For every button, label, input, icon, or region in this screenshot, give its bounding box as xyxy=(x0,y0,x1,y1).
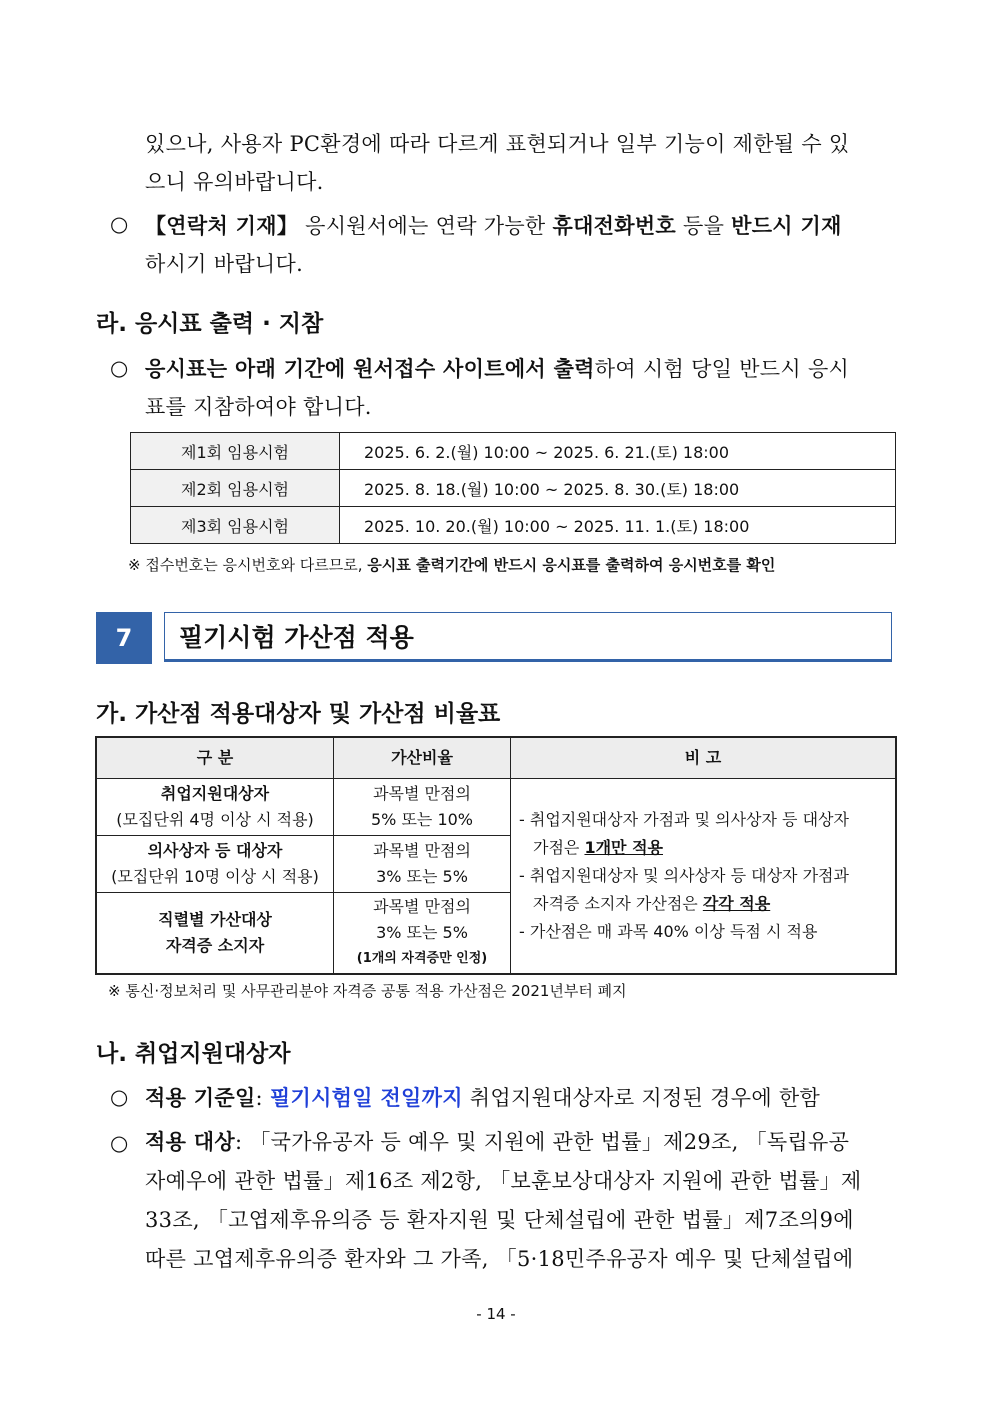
table-header-row xyxy=(96,737,896,779)
bullet-circle: ○ xyxy=(110,1131,129,1155)
rate-line: 과목별 만점의 xyxy=(373,897,471,916)
ga-footnote: ※ 통신·정보처리 및 사무관리분야 자격증 공통 적용 가산점은 2021년부터 폐지 xyxy=(108,982,627,1000)
category-cell xyxy=(96,836,334,893)
remark-2b-text: 자격증 소지자 가산점은 xyxy=(533,894,703,913)
ra-paragraph xyxy=(145,350,905,426)
category-sub: (모집단위 4명 이상 시 적용) xyxy=(116,810,314,829)
intro-line-2: 으니 유의바랍니다. xyxy=(145,170,324,194)
remark-2b xyxy=(519,890,894,918)
rate-line: 3% 또는 5% xyxy=(376,923,468,942)
rate-note: (1개의 자격증만 인정) xyxy=(356,951,488,966)
target-line-1 xyxy=(145,1123,905,1162)
category-sub: (모집단위 10명 이상 시 적용) xyxy=(111,867,319,886)
criteria-text: 취업지원대상자로 지정된 경우에 한함 xyxy=(462,1086,821,1110)
section-ra-title: 라. 응시표 출력 · 지참 xyxy=(96,311,324,337)
rate-cell xyxy=(334,836,511,893)
remark-3: - 가산점은 매 과목 40% 이상 득점 시 적용 xyxy=(519,922,818,941)
remark-2a: - 취업지원대상자 및 의사상자 등 대상자 가점과 xyxy=(519,866,849,885)
ra-text: 하여 시험 당일 반드시 응시 xyxy=(594,357,850,381)
category-sub: 자격증 소지자 xyxy=(165,936,265,955)
remark-2b-underlined: 각각 적용 xyxy=(702,894,771,913)
intro-line-1: 있으나, 사용자 PC환경에 따라 다르게 표현되거나 일부 기능이 제한될 수 있 xyxy=(145,132,850,156)
exam-label: 제2회 임용시험 xyxy=(131,470,340,507)
section-na-title: 나. 취업지원대상자 xyxy=(96,1041,291,1067)
category-cell xyxy=(96,779,334,836)
rate-line: 5% 또는 10% xyxy=(370,810,474,829)
rate-cell xyxy=(334,893,511,975)
rate-cell xyxy=(334,779,511,836)
criteria-label: 적용 기준일 xyxy=(145,1086,256,1110)
criteria-date: 필기시험일 전일까지 xyxy=(269,1086,463,1110)
section-title: 필기시험 가산점 적용 xyxy=(179,623,414,652)
contact-bracket: 【연락처 기재】 xyxy=(145,214,299,238)
remark-1b-underlined: 1개만 적용 xyxy=(584,838,663,857)
na-criteria xyxy=(145,1079,905,1117)
rate-line: 3% 또는 5% xyxy=(376,867,468,886)
section-title-box xyxy=(164,612,892,662)
remark-1a: - 취업지원대상자 가점과 및 의사상자 등 대상자 xyxy=(519,810,849,829)
header-remarks: 비 고 xyxy=(511,737,897,779)
contact-required: 반드시 기재 xyxy=(731,214,842,238)
exam-period: 2025. 8. 18.(월) 10:00 ~ 2025. 8. 30.(토) 18:00 xyxy=(340,470,896,507)
page-number: - 14 - xyxy=(476,1305,516,1323)
header-rate: 가산비율 xyxy=(334,737,511,779)
ra-note-plain: ※ 접수번호는 응시번호와 다르므로, xyxy=(128,556,368,574)
na-target xyxy=(145,1123,905,1279)
target-text-1: : 「국가유공자 등 예우 및 지원에 관한 법률」제29조, 「독립유공 xyxy=(234,1130,850,1154)
remark-1b-text: 가점은 xyxy=(533,838,585,857)
category-name: 취업지원대상자 xyxy=(160,784,270,803)
exam-period: 2025. 10. 20.(월) 10:00 ~ 2025. 11. 1.(토) 18:00 xyxy=(340,507,896,544)
exam-label: 제3회 임용시험 xyxy=(131,507,340,544)
bonus-table xyxy=(95,736,897,975)
ra-note xyxy=(128,554,775,575)
target-label: 적용 대상 xyxy=(145,1130,235,1154)
category-name: 의사상자 등 대상자 xyxy=(147,841,283,860)
ra-bold-text: 응시표는 아래 기간에 원서접수 사이트에서 출력 xyxy=(145,357,595,381)
exam-period: 2025. 6. 2.(월) 10:00 ~ 2025. 6. 21.(토) 18:00 xyxy=(340,433,896,470)
header-category: 구 분 xyxy=(96,737,334,779)
contact-phone: 휴대전화번호 xyxy=(552,214,677,238)
target-line-4: 따른 고엽제후유의증 환자와 그 가족, 「5·18민주유공자 예우 및 단체설립에 xyxy=(145,1247,854,1271)
contact-text-1: 응시원서에는 연락 가능한 xyxy=(298,214,553,238)
table-row xyxy=(131,433,896,470)
contact-line-1 xyxy=(145,207,905,245)
intro-paragraph xyxy=(145,125,905,201)
print-period-table xyxy=(130,432,896,544)
category-cell xyxy=(96,893,334,975)
table-row xyxy=(96,779,896,836)
bullet-circle: ○ xyxy=(110,1085,129,1109)
ra-line-2: 표를 지참하여야 합니다. xyxy=(145,395,372,419)
section-number-box: 7 xyxy=(96,612,152,664)
rate-line: 과목별 만점의 xyxy=(373,784,471,803)
rate-line: 과목별 만점의 xyxy=(373,841,471,860)
category-name: 직렬별 가산대상 xyxy=(158,910,272,929)
table-row xyxy=(131,507,896,544)
bullet-circle: ○ xyxy=(110,356,129,380)
contact-paragraph xyxy=(145,207,905,283)
target-line-3: 33조, 「고엽제후유의증 등 환자지원 및 단체설립에 관한 법률」제7조의9에 xyxy=(145,1208,854,1232)
contact-line-2: 하시기 바랍니다. xyxy=(145,252,304,276)
ra-note-bold: 응시표 출력기간에 반드시 응시표를 출력하여 응시번호를 확인 xyxy=(367,556,776,574)
exam-label: 제1회 임용시험 xyxy=(131,433,340,470)
remark-1b xyxy=(519,834,894,862)
bullet-circle: ○ xyxy=(110,212,129,236)
criteria-colon: : xyxy=(255,1086,270,1110)
section-ga-title: 가. 가산점 적용대상자 및 가산점 비율표 xyxy=(96,701,501,727)
remarks-cell xyxy=(511,779,897,975)
ra-line-1 xyxy=(145,350,905,388)
table-row xyxy=(131,470,896,507)
target-line-2: 자예우에 관한 법률」제16조 제2항, 「보훈보상대상자 지원에 관한 법률」제 xyxy=(145,1169,862,1193)
contact-text-2: 등을 xyxy=(676,214,732,238)
